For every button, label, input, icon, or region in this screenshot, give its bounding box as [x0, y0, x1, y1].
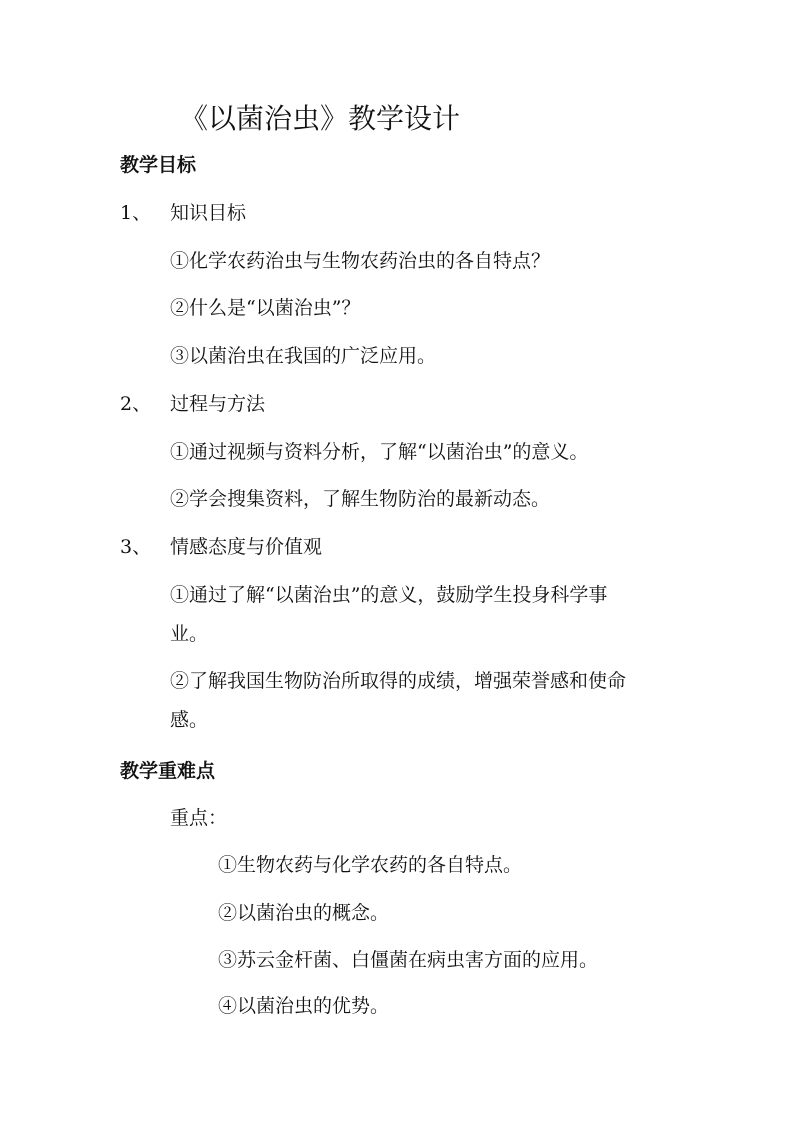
- section-heading-key-points: 教学重难点: [120, 760, 216, 782]
- key-point-2: ②以菌治虫的概念。: [218, 902, 390, 924]
- section-heading-objectives: 教学目标: [120, 154, 197, 176]
- objective-number-2: 2、: [120, 393, 152, 415]
- key-point-3: ③苏云金杆菌、白僵菌在病虫害方面的应用。: [218, 949, 599, 971]
- objective-number-1: 1、: [120, 202, 152, 224]
- knowledge-point-2: ②什么是“以菌治虫”？: [170, 297, 361, 319]
- knowledge-point-1: ①化学农药治虫与生物农药治虫的各自特点？: [170, 250, 551, 272]
- key-points-subheading: 重点：: [170, 807, 228, 829]
- attitude-point-1-continued: 业。: [170, 623, 209, 645]
- document-title: 《以菌治虫》教学设计: [180, 102, 461, 135]
- objective-number-3: 3、: [120, 536, 152, 558]
- attitude-point-2: ②了解我国生物防治所取得的成绩，增强荣誉感和使命: [170, 670, 627, 692]
- objective-label-attitude: 情感态度与价值观: [170, 536, 323, 558]
- key-point-4: ④以菌治虫的优势。: [218, 995, 390, 1017]
- attitude-point-2-continued: 感。: [170, 709, 209, 731]
- objective-label-process: 过程与方法: [170, 393, 266, 415]
- attitude-point-1: ①通过了解“以菌治虫”的意义，鼓励学生投身科学事: [170, 584, 608, 606]
- knowledge-point-3: ③以菌治虫在我国的广泛应用。: [170, 345, 437, 367]
- key-point-1: ①生物农药与化学农药的各自特点。: [218, 854, 523, 876]
- objective-label-knowledge: 知识目标: [170, 202, 247, 224]
- process-point-2: ②学会搜集资料，了解生物防治的最新动态。: [170, 488, 551, 510]
- process-point-1: ①通过视频与资料分析，了解“以菌治虫”的意义。: [170, 441, 589, 463]
